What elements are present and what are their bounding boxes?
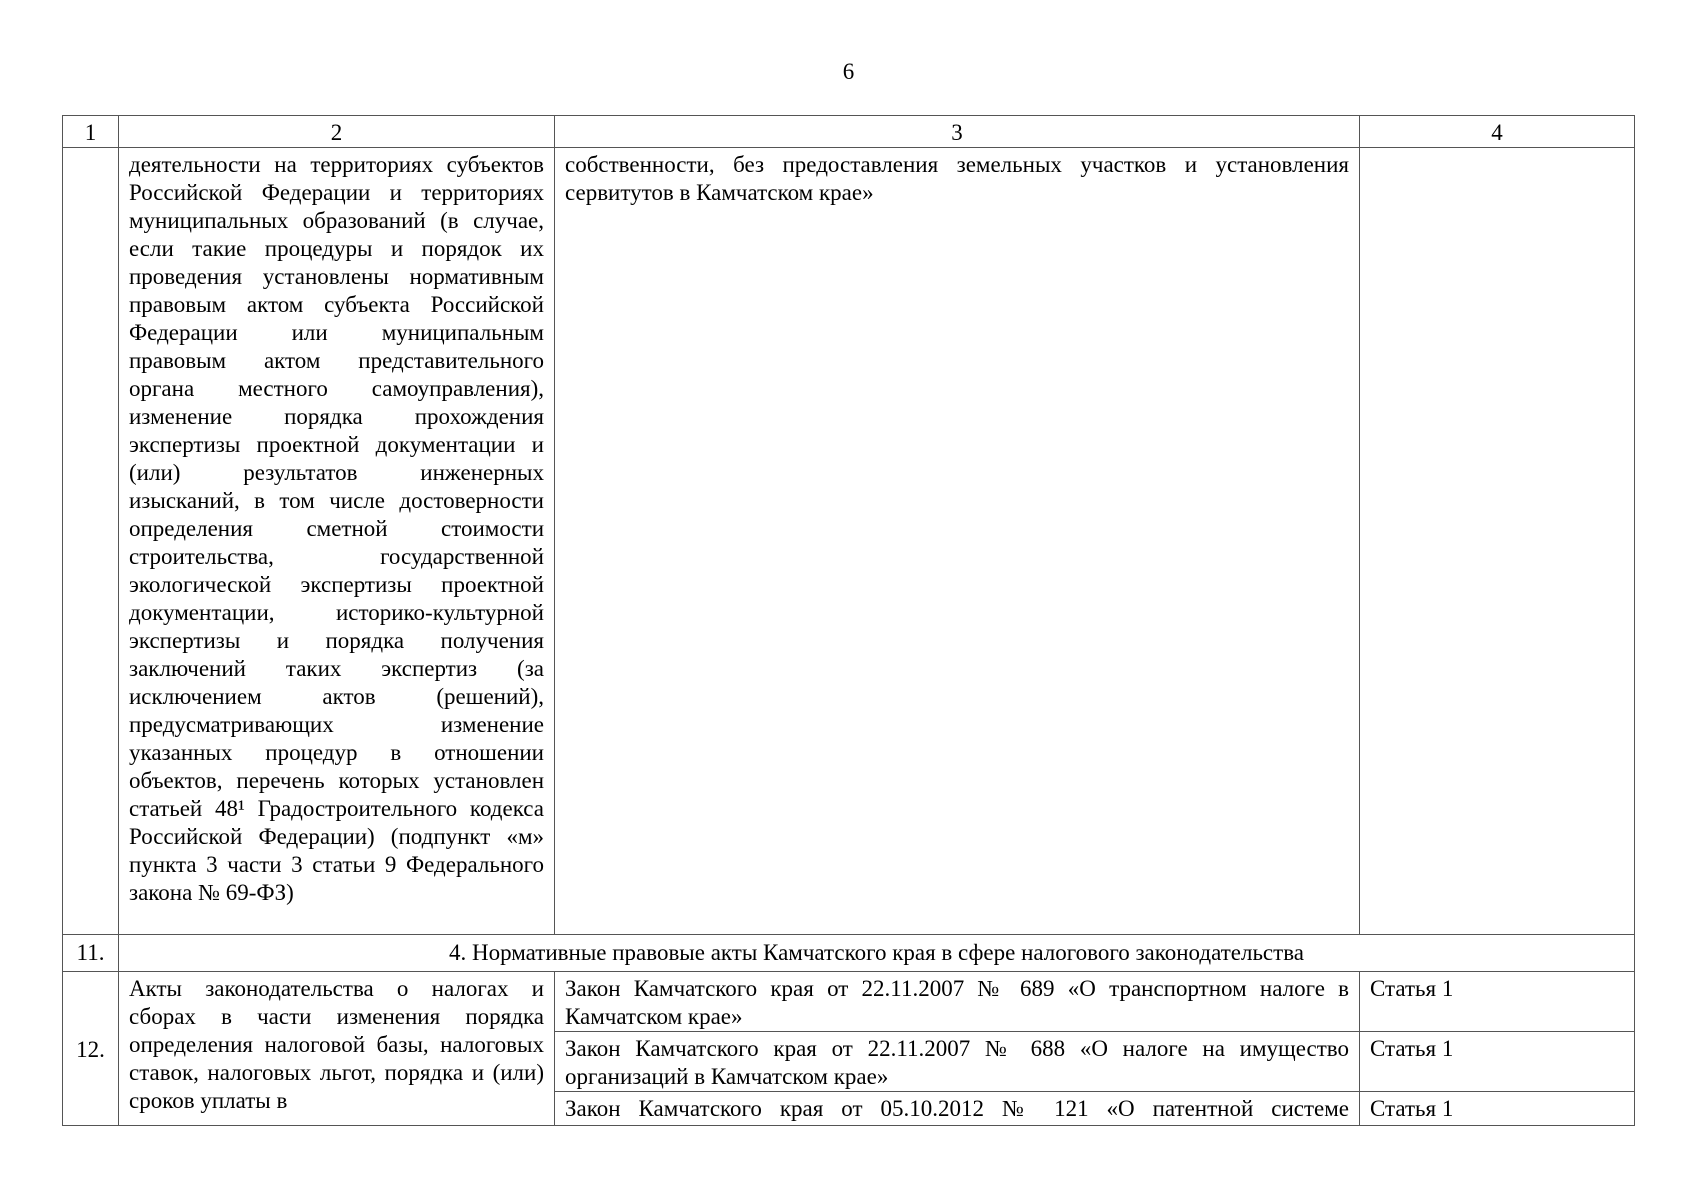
- header-col-3: 3: [555, 116, 1360, 148]
- header-col-4: 4: [1360, 116, 1635, 148]
- table-row-continuation: [63, 148, 1635, 935]
- row-number-cell: [63, 148, 119, 935]
- article-cell: [1360, 148, 1635, 935]
- act-type-description: деятельности на территориях субъектов Российской Федерации и территориях муниципальных образований (в случае, если такие процедуры и порядок их проведения установлены нормативным правовым актом субъекта Российской Федерации или муниципальным правовым актом представительного органа местного самоуправления), изменение порядка прохождения экспертизы проектной документации и (или) результатов инженерных изысканий, в том числе достоверности определения сметной стоимости строительства, государственной экологической экспертизы проектной документации, историко-культурной экспертизы и порядка получения заключений таких экспертиз (за исключением актов (решений), предусматривающих изменение указанных процедур в отношении объектов, перечень которых установлен статьей 48¹ Градостроительного кодекса Российской Федерации) (подпункт «м» пункта 3 части 3 статьи 9 Федерального закона № 69-ФЗ): [119, 148, 555, 935]
- article-cell: Статья 1: [1360, 972, 1635, 1032]
- table-row-12: [63, 972, 1635, 1032]
- act-name-cell: Закон Камчатского края от 22.11.2007 № 689 «О транспортном налоге в Камчатском крае»: [555, 972, 1360, 1032]
- table-header-row: [63, 116, 1635, 148]
- act-name-cell: Закон Камчатского края от 22.11.2007 № 688 «О налоге на имущество организаций в Камчатском крае»: [555, 1032, 1360, 1092]
- table-row-section-11: [63, 935, 1635, 972]
- document-table: [62, 115, 1635, 1126]
- header-col-1: 1: [63, 116, 119, 148]
- header-col-2: 2: [119, 116, 555, 148]
- row-number: 11.: [63, 935, 119, 972]
- act-type-description: Акты законодательства о налогах и сборах в части изменения порядка определения налоговой базы, налоговых ставок, налоговых льгот, порядка и (или) сроков уплаты в: [119, 972, 555, 1126]
- section-title: 4. Нормативные правовые акты Камчатского края в сфере налогового законодательства: [119, 935, 1635, 972]
- act-name-cell: собственности, без предоставления земельных участков и установления сервитутов в Камчатском крае»: [555, 148, 1360, 935]
- act-name-text: Закон Камчатского края от 05.10.2012 № 121 «О патентной системе: [565, 1096, 1349, 1121]
- page-number: 6: [842, 59, 855, 84]
- act-name-cell: [555, 1092, 1360, 1126]
- row-number: 12.: [63, 972, 119, 1126]
- article-cell: Статья 1: [1360, 1092, 1635, 1126]
- article-cell: Статья 1: [1360, 1032, 1635, 1092]
